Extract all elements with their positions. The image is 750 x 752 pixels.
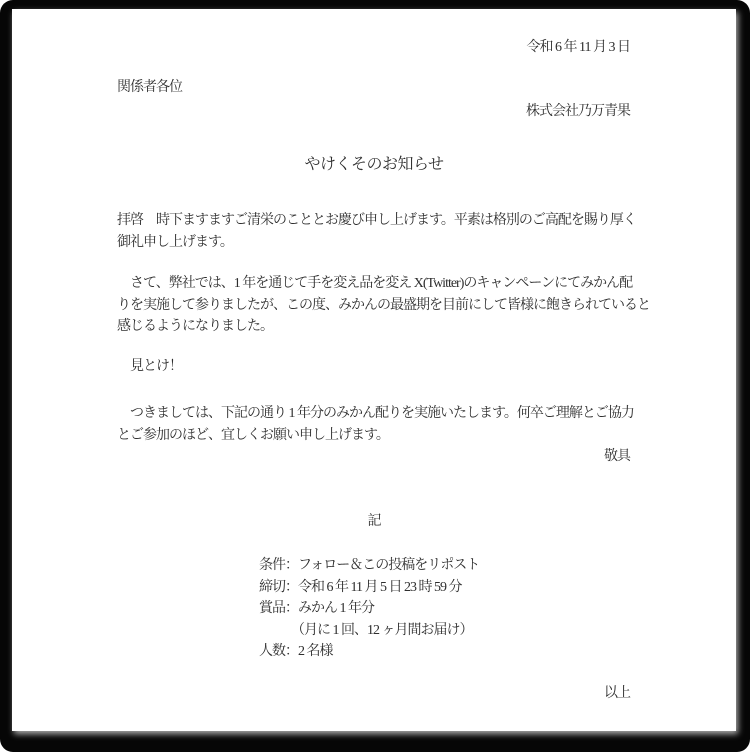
announcement-line-2: とご参加のほど、宜しくお願い申し上げます。 (117, 427, 389, 443)
announcement-paragraph (117, 403, 634, 446)
background-paragraph (117, 273, 650, 338)
detail-condition: 条件：フォロー＆この投稿をリポスト (259, 558, 480, 573)
document-date: 令和 6 年 11 月 3 日 (526, 40, 630, 55)
background-line-3: 感じるようになりました。 (117, 319, 273, 334)
closing-keigu: 敬具 (604, 449, 630, 464)
notice-marker-ki: 記 (367, 514, 381, 529)
detail-prize: 賞品：みかん 1 年分 (259, 601, 374, 616)
background-line-2: りを実施して参りましたが、この度、みかんの最盛期を目前にして皆様に飽きられていると (117, 297, 650, 313)
greeting-paragraph (117, 210, 636, 253)
end-marker-ijou: 以上 (604, 686, 630, 701)
announcement-line-1: つきましては、下記の通り 1 年分のみかん配りを実施いたします。何卒ご理解とご協力 (117, 406, 634, 421)
campaign-details-list (259, 555, 479, 663)
document-title: やけくそのお知らせ (304, 156, 444, 173)
greeting-line-1: 拝啓 時下ますますご清栄のこととお慶び申し上げます。平素は格別のご高配を賜り厚く (117, 213, 636, 228)
detail-deadline: 締切：令和 6 年 11 月 5 日 23 時 59 分 (259, 579, 462, 595)
sender-company-line: 株式会社乃万青果 (526, 104, 630, 119)
recipient-line: 関係者各位 (117, 80, 182, 95)
interjection-paragraph (117, 356, 182, 378)
detail-prize-note: （月に 1 回、12 ヶ月間お届け） (259, 622, 473, 638)
detail-winners: 人数：2 名様 (259, 644, 333, 659)
interjection-line: 見とけ！ (117, 359, 182, 374)
document-page (12, 9, 736, 731)
greeting-line-2: 御礼申し上げます。 (117, 234, 233, 250)
background-line-1: さて、弊社では、1 年を通じて手を変え品を変え X(Twitter)のキャンペーンにてみかん配 (117, 276, 633, 291)
